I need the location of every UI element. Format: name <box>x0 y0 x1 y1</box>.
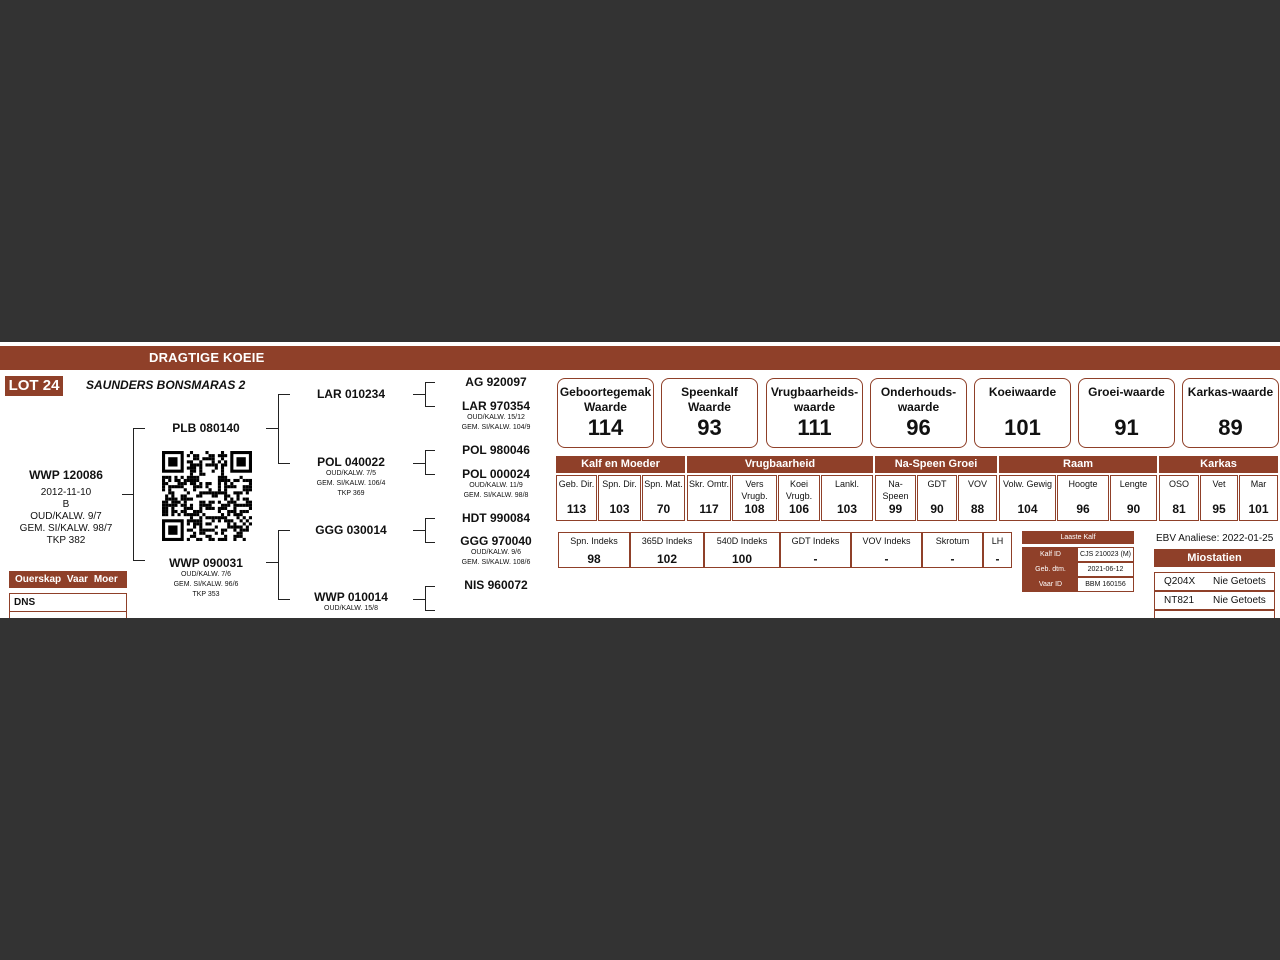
ebv-cell <box>642 475 685 521</box>
ebv-cell <box>917 475 957 521</box>
gen4-item <box>444 511 548 525</box>
gen4-id: AG 920097 <box>465 375 527 389</box>
ebv-value: 117 <box>699 502 719 516</box>
index-cell <box>851 532 922 568</box>
index-value: 102 <box>656 552 678 566</box>
value-box <box>557 378 654 448</box>
pedigree-line <box>425 474 435 475</box>
last-calf-key: Kalf ID <box>1023 548 1078 561</box>
ebv-value: 96 <box>1076 502 1090 516</box>
ebv-label: Vers Vrugb. <box>741 479 768 501</box>
gen3-tkp: TKP 369 <box>337 490 365 497</box>
index-label: Skrotum <box>935 536 970 546</box>
value-label: Groei-waarde <box>1088 385 1165 399</box>
ebv-label: Volw. Gewig <box>1002 479 1053 489</box>
pedigree-line <box>425 518 435 519</box>
dam-info <box>150 556 262 600</box>
section-vrugbaarheid: Vrugbaarheid <box>687 456 873 473</box>
value-label: Koeiwaarde <box>988 385 1057 399</box>
pedigree-line <box>425 610 435 611</box>
ebv-value: 90 <box>930 502 944 516</box>
pedigree-line <box>278 394 290 395</box>
ebv-label: Mar <box>1250 479 1267 489</box>
miostatien-title: Miostatien <box>1154 549 1275 567</box>
ebv-label: Na-Speen <box>882 479 909 501</box>
gen4-item <box>444 578 548 592</box>
value-label: Vrugbaarheids-waarde <box>770 385 859 414</box>
ebv-label: Koei Vrugb. <box>785 479 813 501</box>
last-calf-value: 2021-06-12 <box>1087 566 1124 573</box>
index-label: LH <box>991 536 1004 546</box>
ebv-label: GDT <box>927 479 947 489</box>
last-calf-row <box>1022 547 1134 562</box>
gen3-oud: OUD/KALW. 7/5 <box>325 470 377 477</box>
ebv-label: Hoogte <box>1068 479 1098 489</box>
pedigree-line <box>133 428 145 429</box>
index-cell <box>983 532 1012 568</box>
ebv-cell <box>821 475 873 521</box>
gen3-id: LAR 010234 <box>316 387 386 401</box>
index-value: 98 <box>587 552 601 566</box>
miostatien-result: Nie Getoets <box>1213 595 1266 606</box>
pedigree-line <box>266 428 278 429</box>
index-label: GDT Indeks <box>791 536 840 546</box>
index-cell <box>922 532 983 568</box>
index-label: 365D Indeks <box>641 536 693 546</box>
ownership-col-dam: Moer <box>93 574 118 585</box>
gen4-gem: GEM. SI/KALW. 98/8 <box>463 492 529 499</box>
index-value: - <box>813 552 818 566</box>
gen4-item <box>444 375 548 389</box>
ebv-cell <box>1200 475 1238 521</box>
pedigree-line <box>425 586 435 587</box>
gen3-sire-dam <box>296 455 406 499</box>
gen4-item <box>444 467 548 501</box>
ebv-value: 108 <box>744 502 765 516</box>
animal-oud-kalw: OUD/KALW. 9/7 <box>30 511 102 522</box>
pedigree-line <box>425 382 426 406</box>
ebv-analysis-date: EBV Analiese: 2022-01-25 <box>1156 533 1274 544</box>
pedigree-line <box>266 562 278 563</box>
dam-id: WWP 090031 <box>169 556 243 570</box>
ebv-cell <box>1110 475 1157 521</box>
last-calf-row <box>1022 562 1134 577</box>
gen3-id: GGG 030014 <box>315 523 387 537</box>
value-number: 101 <box>1004 415 1041 440</box>
pedigree-line <box>425 450 435 451</box>
ebv-cell <box>875 475 916 521</box>
value-box <box>1182 378 1279 448</box>
index-label: VOV Indeks <box>862 536 911 546</box>
gen3-gem: GEM. SI/KALW. 106/4 <box>316 480 386 487</box>
ebv-value: 106 <box>788 502 810 516</box>
ebv-label: Vet <box>1212 479 1226 489</box>
gen4-id: NIS 960072 <box>464 578 528 592</box>
index-value: - <box>995 552 1000 566</box>
ebv-label: Skr. Omtr. <box>688 479 729 489</box>
gen3-dam-dam <box>296 590 406 614</box>
index-cell <box>630 532 704 568</box>
gen3-id: POL 040022 <box>317 455 385 469</box>
ebv-label: VOV <box>967 479 987 489</box>
pedigree-line <box>278 530 279 600</box>
pedigree-line <box>278 394 279 464</box>
ebv-label: Lankl. <box>834 479 860 489</box>
ebv-cell <box>1057 475 1109 521</box>
pedigree-line <box>413 599 425 600</box>
gen4-id: POL 980046 <box>462 443 530 457</box>
pedigree-line <box>425 518 426 542</box>
value-number: 96 <box>906 415 931 440</box>
gen4-item <box>444 443 548 457</box>
pedigree-line <box>425 450 426 474</box>
value-label: Onderhouds-waarde <box>880 385 957 414</box>
ebv-label: Spn. Mat. <box>644 479 683 489</box>
gen4-oud: OUD/KALW. 15/12 <box>467 414 525 421</box>
miostatien-result: Nie Getoets <box>1213 576 1266 587</box>
gen4-gem: GEM. SI/KALW. 108/6 <box>461 559 531 566</box>
last-calf-value: BBM 160156 <box>1085 581 1126 588</box>
section-na-speen-groei: Na-Speen Groei <box>875 456 997 473</box>
ebv-label: Spn. Dir. <box>602 479 637 489</box>
gen4-item <box>444 399 548 433</box>
pedigree-line <box>278 530 290 531</box>
value-box <box>661 378 758 448</box>
lot-number: LOT 24 <box>5 376 63 396</box>
category-title: DRAGTIGE KOEIE <box>149 350 265 365</box>
gen4-oud: OUD/KALW. 9/6 <box>470 549 522 556</box>
section-kalf-en-moeder: Kalf en Moeder <box>556 456 685 473</box>
ebv-cell <box>556 475 597 521</box>
ebv-value: 81 <box>1172 502 1186 516</box>
miostatien-code: Q204X <box>1164 576 1196 587</box>
sire-id: PLB 080140 <box>172 421 240 435</box>
pedigree-line <box>413 394 425 395</box>
value-number: 111 <box>797 415 832 440</box>
ebv-label: OSO <box>1168 479 1189 489</box>
value-box <box>766 378 863 448</box>
lot-sheet <box>0 342 1280 618</box>
ebv-value: 113 <box>566 502 587 516</box>
animal-id: WWP 120086 <box>29 468 103 482</box>
index-label: 540D Indeks <box>716 536 768 546</box>
ownership-col-parentage: Ouerskap <box>15 574 62 585</box>
index-label: Spn. Indeks <box>570 536 618 546</box>
ebv-value: 70 <box>656 502 671 516</box>
ownership-header <box>9 571 127 588</box>
animal-gem: GEM. SI/KALW. 98/7 <box>19 523 113 534</box>
ebv-value: 99 <box>888 502 903 516</box>
index-value: - <box>884 552 889 566</box>
dam-gem: GEM. SI/KALW. 96/6 <box>173 581 239 588</box>
value-number: 91 <box>1114 415 1139 440</box>
ebv-cell <box>958 475 997 521</box>
dam-tkp: TKP 353 <box>192 591 220 598</box>
ownership-value: DNS <box>9 593 127 612</box>
value-label: Geboortegemak Waarde <box>559 385 652 414</box>
pedigree-line <box>278 463 290 464</box>
animal-grade: B <box>62 499 70 510</box>
gen4-gem: GEM. SI/KALW. 104/9 <box>461 424 531 431</box>
ebv-value: 88 <box>970 502 985 516</box>
ownership-empty-row <box>9 612 127 618</box>
ebv-value: 103 <box>836 502 858 516</box>
value-box <box>1078 378 1175 448</box>
gen4-oud: OUD/KALW. 11/9 <box>469 482 523 489</box>
pedigree-line <box>133 428 134 560</box>
ebv-cell <box>1239 475 1278 521</box>
ebv-value: 101 <box>1248 502 1269 516</box>
ebv-value: 104 <box>1017 502 1038 516</box>
animal-dob: 2012-11-10 <box>40 487 92 498</box>
pedigree-line <box>425 586 426 610</box>
value-box <box>974 378 1071 448</box>
gen3-sire-sire <box>296 387 406 401</box>
ebv-value: 95 <box>1212 502 1226 516</box>
miostatien-code: NT821 <box>1164 595 1195 606</box>
animal-tkp: TKP 382 <box>46 535 86 546</box>
value-label: Speenkalf Waarde <box>681 385 738 414</box>
miostatien-row <box>1154 591 1275 610</box>
value-box <box>870 378 967 448</box>
ebv-value: 90 <box>1126 502 1141 516</box>
pedigree-line <box>413 530 425 531</box>
ebv-cell <box>1159 475 1199 521</box>
ebv-cell <box>598 475 641 521</box>
last-calf-value: CJS 210023 (M) <box>1080 551 1131 558</box>
gen4-item <box>444 534 548 568</box>
dam-oud: OUD/KALW. 7/6 <box>180 571 232 578</box>
miostatien-row-empty <box>1154 610 1275 618</box>
animal-info <box>18 468 114 547</box>
gen4-id: LAR 970354 <box>461 399 531 413</box>
ebv-cell <box>687 475 731 521</box>
value-number: 114 <box>587 415 624 440</box>
ebv-cell <box>732 475 777 521</box>
ebv-cell <box>778 475 820 521</box>
index-value: - <box>950 552 955 566</box>
ebv-label: Lengte <box>1119 479 1148 489</box>
qr-code-icon <box>162 451 252 541</box>
value-label: Karkas-waarde <box>1187 385 1274 399</box>
ebv-value: 103 <box>609 502 630 516</box>
pedigree-line <box>425 406 435 407</box>
last-calf-title: Laaste Kalf <box>1022 531 1134 544</box>
index-cell <box>704 532 780 568</box>
gen3-oud: OUD/KALW. 15/8 <box>324 605 378 612</box>
ebv-label: Geb. Dir. <box>558 479 595 489</box>
sire-info <box>150 421 262 435</box>
pedigree-line <box>425 382 435 383</box>
pedigree-line <box>413 463 425 464</box>
last-calf-key: Geb. dtm. <box>1023 563 1078 576</box>
pedigree-line <box>425 542 435 543</box>
category-band <box>0 346 1280 370</box>
value-number: 93 <box>697 415 722 440</box>
section-karkas: Karkas <box>1159 456 1278 473</box>
gen4-id: GGG 970040 <box>460 534 532 548</box>
pedigree-line <box>133 560 145 561</box>
gen3-dam-sire <box>296 523 406 537</box>
ownership-col-sire: Vaar <box>66 574 89 585</box>
section-raam: Raam <box>999 456 1157 473</box>
last-calf-row <box>1022 577 1134 592</box>
miostatien-row <box>1154 572 1275 591</box>
gen4-id: POL 000024 <box>462 467 530 481</box>
index-cell <box>558 532 630 568</box>
gen4-id: HDT 990084 <box>461 511 531 525</box>
ebv-cell <box>999 475 1056 521</box>
value-number: 89 <box>1218 415 1243 440</box>
pedigree-line <box>278 599 290 600</box>
last-calf-key: Vaar ID <box>1023 578 1078 591</box>
gen3-id: WWP 010014 <box>314 590 388 604</box>
index-cell <box>780 532 851 568</box>
index-value: 100 <box>731 552 753 566</box>
breeder-name: SAUNDERS BONSMARAS 2 <box>86 378 246 392</box>
